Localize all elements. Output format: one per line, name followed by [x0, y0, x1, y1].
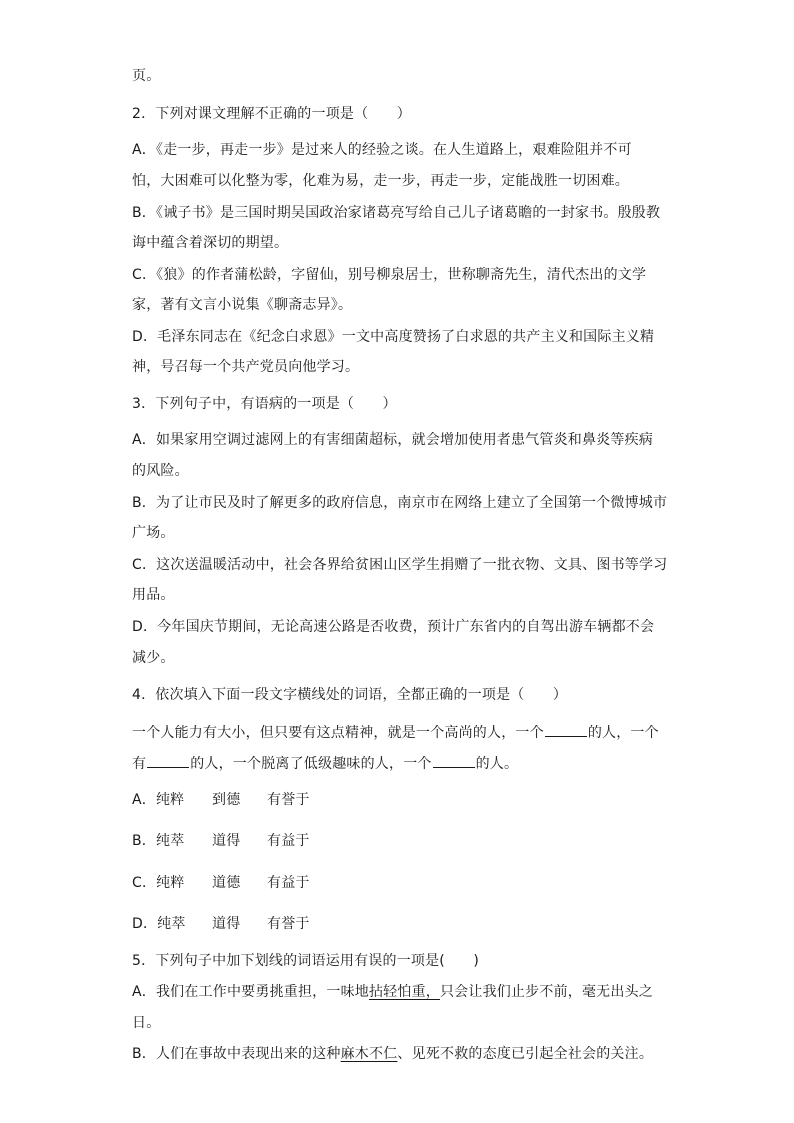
option-word-2: 道得: [212, 916, 241, 932]
question-4-option-b: [132, 831, 310, 851]
fill-blank-1: [545, 722, 587, 737]
option-text: B．人们在事故中表现出来的这种: [132, 1046, 341, 1062]
option-word-3: 有益于: [267, 833, 310, 849]
question-2-stem: 2．下列对课文理解不正确的一项是（ ）: [132, 106, 411, 122]
question-3-option-c: C．这次送温暖活动中，社会各界给贫困山区学生捐赠了一批衣物、文具、图书等学习: [132, 557, 668, 573]
option-text: 、见死不救的态度已引起全社会的关注。: [397, 1046, 654, 1062]
question-4-passage-line-1: [132, 722, 659, 743]
question-5-option-a: [132, 982, 653, 1002]
option-text: 只会让我们止步不前，毫无出头之: [439, 984, 653, 1000]
question-2-option-d-cont: 神，号召每一个共产党员向他学习。: [132, 359, 360, 375]
passage-text: 的人，一个脱离了低级趣味的人，一个: [190, 756, 432, 772]
option-word-2: 道德: [212, 875, 241, 891]
question-5-stem: 5．下列句子中加下划线的词语运用有误的一项是( ): [132, 953, 480, 969]
option-word-1: C．纯粹: [132, 875, 185, 891]
fill-blank-3: [433, 753, 475, 768]
question-4-stem: 4．依次填入下面一段文字横线处的词语，全都正确的一项是（ ）: [132, 687, 568, 703]
question-2-option-c-cont: 家，著有文言小说集《聊斋志异》。: [132, 297, 353, 313]
passage-text: 有: [132, 756, 147, 772]
question-4-option-d: [132, 914, 310, 934]
question-3-option-a: A．如果家用空调过滤网上的有害细菌超标，就会增加使用者患气管炎和鼻炎等疾病: [132, 432, 653, 448]
question-3-option-d-cont: 减少。: [132, 650, 175, 666]
passage-text: 的人。: [475, 756, 519, 772]
underlined-phrase: 拈轻怕重，: [368, 984, 440, 1000]
question-2-option-a: A．《走一步，再走一步》是过来人的经验之谈。在人生道路上，艰难险阻并不可: [132, 142, 632, 158]
option-word-1: D．纯萃: [132, 916, 186, 932]
option-word-3: 有誉于: [267, 792, 310, 808]
question-3-option-d: D．今年国庆节期间，无论高速公路是否收费，预计广东省内的自驾出游车辆都不会: [132, 619, 655, 635]
question-3-stem: 3．下列句子中，有语病的一项是（ ）: [132, 396, 397, 412]
question-2-option-b-cont: 诲中蕴含着深切的期望。: [132, 235, 289, 251]
underlined-phrase: 麻木不仁: [340, 1046, 398, 1062]
question-3-option-a-cont: 的风险。: [132, 463, 189, 479]
option-text: A．我们在工作中要勇挑重担，一味地: [132, 984, 369, 1000]
passage-text: 的人，一个: [587, 725, 659, 741]
question-3-option-b-cont: 广场。: [132, 525, 175, 541]
passage-text: 一个人能力有大小，但只要有这点精神，就是一个高尚的人，一个: [132, 725, 544, 741]
question-2-option-b: B．《诫子书》是三国时期吴国政治家诸葛亮写给自己儿子诸葛瞻的一封家书。殷殷教: [132, 205, 661, 221]
question-4-option-c: [132, 873, 310, 893]
question-4-passage-line-2: [132, 753, 518, 774]
option-word-1: B．纯萃: [132, 833, 185, 849]
question-4-option-a: [132, 790, 310, 810]
question-3-option-b: B．为了让市民及时了解更多的政府信息，南京市在网络上建立了全国第一个微博城市: [132, 495, 668, 511]
text-line: 页。: [132, 68, 161, 84]
option-word-2: 到德: [212, 792, 241, 808]
option-word-3: 有益于: [267, 875, 310, 891]
question-2-option-a-cont: 怕，大困难可以化整为零，化难为易，走一步，再走一步，定能战胜一切困难。: [132, 173, 629, 189]
option-word-2: 道得: [212, 833, 241, 849]
question-5-option-a-cont: 日。: [132, 1015, 161, 1031]
question-2-option-d: D．毛泽东同志在《纪念白求恩》一文中高度赞扬了白求恩的共产主义和国际主义精: [132, 329, 655, 345]
fill-blank-2: [147, 753, 189, 768]
question-2-option-c: C．《狼》的作者蒲松龄，字留仙，别号柳泉居士，世称聊斋先生，清代杰出的文学: [132, 267, 647, 283]
question-5-option-b: [132, 1044, 653, 1064]
question-3-option-c-cont: 用品。: [132, 587, 175, 603]
option-word-3: 有誉于: [267, 916, 310, 932]
option-word-1: A．纯粹: [132, 792, 185, 808]
